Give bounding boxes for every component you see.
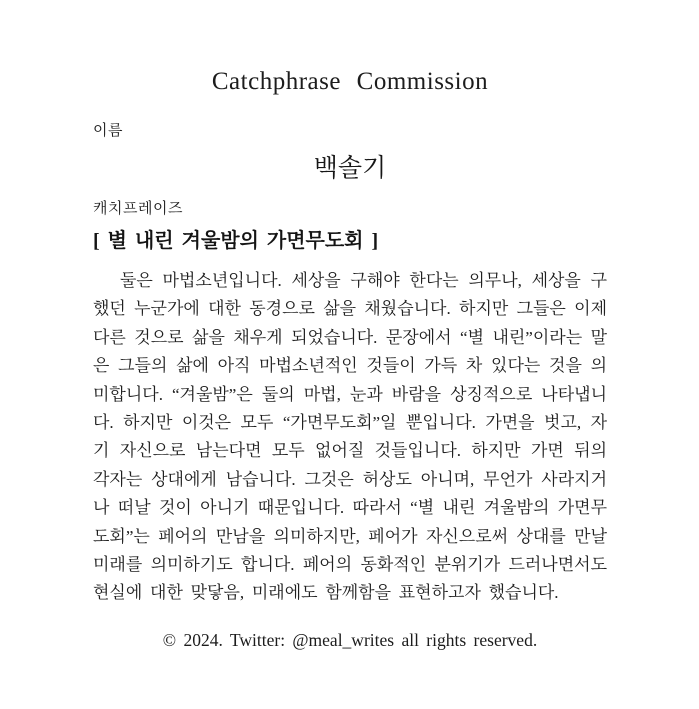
catchphrase-label: 캐치프레이즈 <box>93 201 183 217</box>
description-paragraph: 둘은 마법소년입니다. 세상을 구해야 한다는 의무나, 세상을 구했던 누군가에 대한 동경으로 삶을 채웠습니다. 하지만 그들은 이제 다른 것으로 삶을 채우게 되었습니다. 문장에서 “별 내린”이라는 말은 그들의 삶에 아직 마법소년적인 것들이 가득 차 있다는 것을 의미합니다. “겨울밤”은 둘의 마법, 눈과 바람을 상징적으로 나타냅니다. 하지만 이것은 모두 “가면무도회”일 뿐입니다. 가면을 벗고, 자기 자신으로 남는다면 모두 없어질 것들입니다. 하지만 가면 뒤의 각자는 상대에게 남습니다. 그것은 허상도 아니며, 무언가 사라지거나 떠날 것이 아니기 때문입니다. 따라서 “별 내린 겨울밤의 가면무도회”는 페어의 만남을 의미하지만, 페어가 자신으로써 상대를 만날 미래를 의미하기도 합니다. 페어의 동화적인 분위기가 드러나면서도 현실에 대한 맞닿음, 미래에도 함께함을 표현하고자 했습니다. <box>93 271 607 603</box>
catchphrase-heading: [ 별 내린 겨울밤의 가면무도회 ] <box>93 230 379 252</box>
document-title: Catchphrase Commission <box>211 68 489 95</box>
name-value: 백솔기 <box>313 155 387 182</box>
name-label: 이름 <box>93 123 123 139</box>
copyright-footer: © 2024. Twitter: @meal_writes all rights reserved. <box>162 629 538 650</box>
